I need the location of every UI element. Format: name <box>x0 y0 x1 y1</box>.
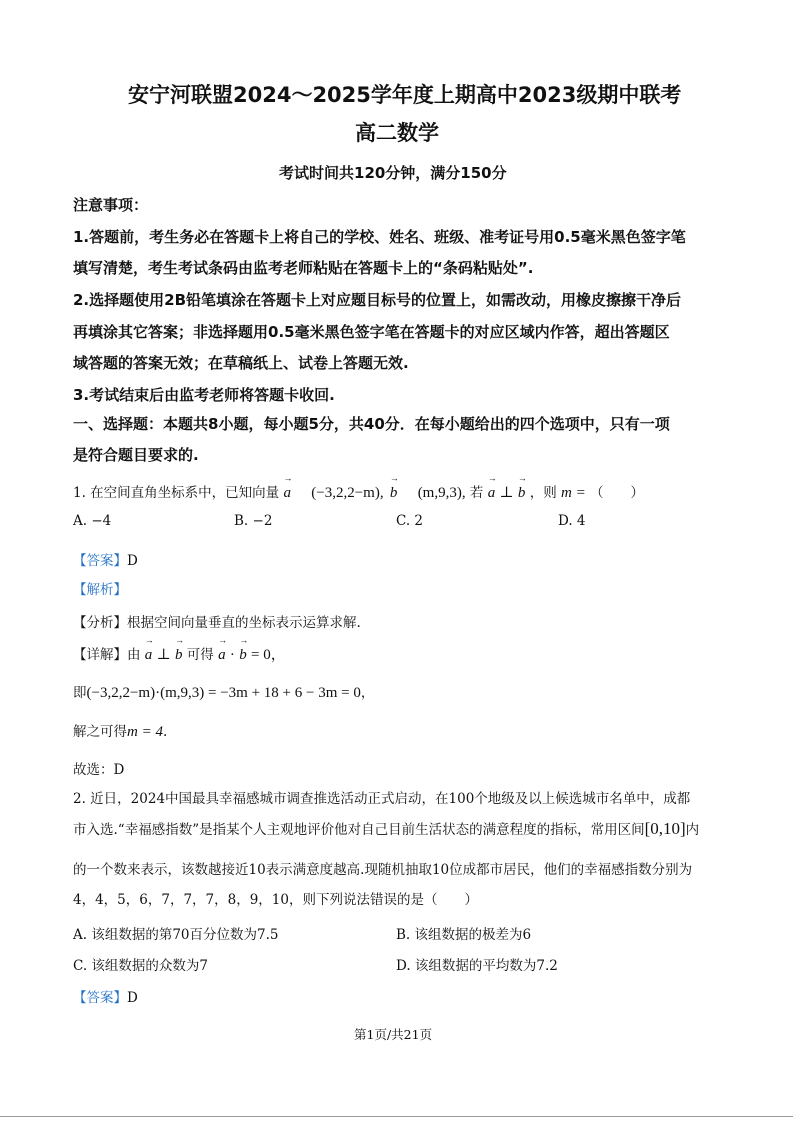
page-number: 第1页/共21页 <box>354 1027 433 1042</box>
vector-b: → b <box>390 485 398 501</box>
fenxi-text: 根据空间向量垂直的坐标表示运算求解. <box>127 615 361 631</box>
vector-a: → a <box>488 485 496 501</box>
line2-pre: 即 <box>73 685 87 701</box>
q1-b-value: (m,9,3), <box>417 485 466 501</box>
notice-item-3: 3.考试结束后由监考老师将答题卡收回. <box>73 386 335 404</box>
vector-a: → a <box>218 647 226 663</box>
exam-title: 安宁河联盟2024～2025学年度上期高中2023级期中联考 <box>128 83 682 107</box>
q2-line4: 4，4，5，6，7，7，7，8，9，10，则下列说法错误的是（ ） <box>73 892 478 908</box>
notice-item-1b: 填写清楚，考生考试条码由监考老师粘贴在答题卡上的“条码粘贴处”. <box>73 259 534 277</box>
vector-b: → b <box>239 647 247 663</box>
q1-detail-line2 <box>73 681 374 702</box>
q1-m-eq: m = <box>561 485 586 501</box>
q1-detail-line1 <box>73 643 286 664</box>
line3-math: m = 4 <box>127 724 163 740</box>
notice-item-2c: 域答题的答案无效；在草稿纸上、试卷上答题无效. <box>73 354 409 372</box>
q2-line2 <box>73 818 699 839</box>
line2-math: (−3,2,2−m)·(m,9,3) = −3m + 18 + 6 − 3m = 0 <box>86 685 361 701</box>
detail-tag: 【详解】 <box>73 647 127 663</box>
vector-b: → b <box>518 485 526 501</box>
line3-post: . <box>162 724 168 740</box>
q1-a-value: (−3,2,2−m), <box>311 485 384 501</box>
notice-item-2b: 再填涂其它答案；非选择题用0.5毫米黑色签字笔在答题卡的对应区域内作答，超出答题区 <box>73 323 670 341</box>
q1-option-d: D. 4 <box>558 513 586 529</box>
vector-a: → a <box>145 647 153 663</box>
vector-a: → a <box>283 485 291 501</box>
answer-tag: 【答案】 <box>73 553 127 569</box>
q1-if: 若 <box>469 485 484 501</box>
vector-b: → b <box>175 647 183 663</box>
q2-line3: 的一个数来表示，该数越接近10表示满意度越高.现随机抽取10位成都市居民，他们的幸福感指数分别为 <box>73 862 693 878</box>
exam-info: 考试时间共120分钟，满分150分 <box>279 164 507 182</box>
q1-then: ，则 <box>529 485 557 501</box>
perp-symbol: ⊥ <box>499 485 514 501</box>
line2-post: ， <box>360 685 375 701</box>
answer-value: D <box>127 990 138 1006</box>
q2-answer <box>73 986 138 1006</box>
q1-blank: （ ） <box>590 485 645 501</box>
notice-item-2a: 2.选择题使用2B铅笔填涂在答题卡上对应题目标号的位置上，如需改动，用橡皮擦擦干净后 <box>73 291 682 309</box>
q1-fenxi <box>73 611 361 631</box>
q1-option-b: B. −2 <box>234 513 273 529</box>
detail-mid: 可得 <box>186 647 214 663</box>
section-heading-line1: 一、选择题：本题共8小题，每小题5分，共40分．在每小题给出的四个选项中，只有一项 <box>73 415 670 433</box>
notice-heading: 注意事项： <box>73 196 149 214</box>
q2-option-d: D. 该组数据的平均数为7.2 <box>396 958 558 974</box>
q1-option-c: C. 2 <box>396 513 424 529</box>
bottom-divider <box>0 1116 793 1117</box>
q2-option-c: C. 该组数据的众数为7 <box>73 958 209 974</box>
fenxi-tag: 【分析】 <box>73 615 127 631</box>
q1-stem <box>73 481 644 502</box>
notice-item-1a: 1.答题前，考生务必在答题卡上将自己的学校、姓名、班级、准考证号用0.5毫米黑色签字笔 <box>73 228 686 246</box>
q2-option-a: A. 该组数据的第70百分位数为7.5 <box>73 927 279 943</box>
q2-option-b: B. 该组数据的极差为6 <box>396 927 532 943</box>
q1-result: 故选：D <box>73 762 125 778</box>
q2-line2-pre: 市入选.“幸福感指数”是指某个人主观地评价他对自己目前生活状态的满意程度的指标，常用区间 <box>73 822 645 838</box>
detail-pre: 由 <box>127 647 141 663</box>
exam-subject: 高二数学 <box>355 121 439 145</box>
dot-symbol: · <box>229 647 235 663</box>
answer-tag: 【答案】 <box>73 990 127 1006</box>
line3-pre: 解之可得 <box>73 724 127 740</box>
detail-eq: = 0， <box>250 647 286 663</box>
q1-option-a: A. −4 <box>73 513 112 529</box>
q1-answer <box>73 549 138 569</box>
perp-symbol: ⊥ <box>156 647 171 663</box>
analysis-tag: 【解析】 <box>73 582 127 598</box>
q2-interval: [0,10] <box>644 819 686 838</box>
answer-value: D <box>127 553 138 569</box>
q2-line2-post: 内 <box>685 822 700 838</box>
q2-line1: 2. 近日，2024中国最具幸福感城市调查推选活动正式启动，在100个地级及以上候选城市名单中，成都 <box>73 791 691 807</box>
q1-prefix: 1. 在空间直角坐标系中，已知向量 <box>73 485 280 501</box>
section-heading-line2: 是符合题目要求的. <box>73 446 199 464</box>
q1-detail-line3 <box>73 720 167 741</box>
